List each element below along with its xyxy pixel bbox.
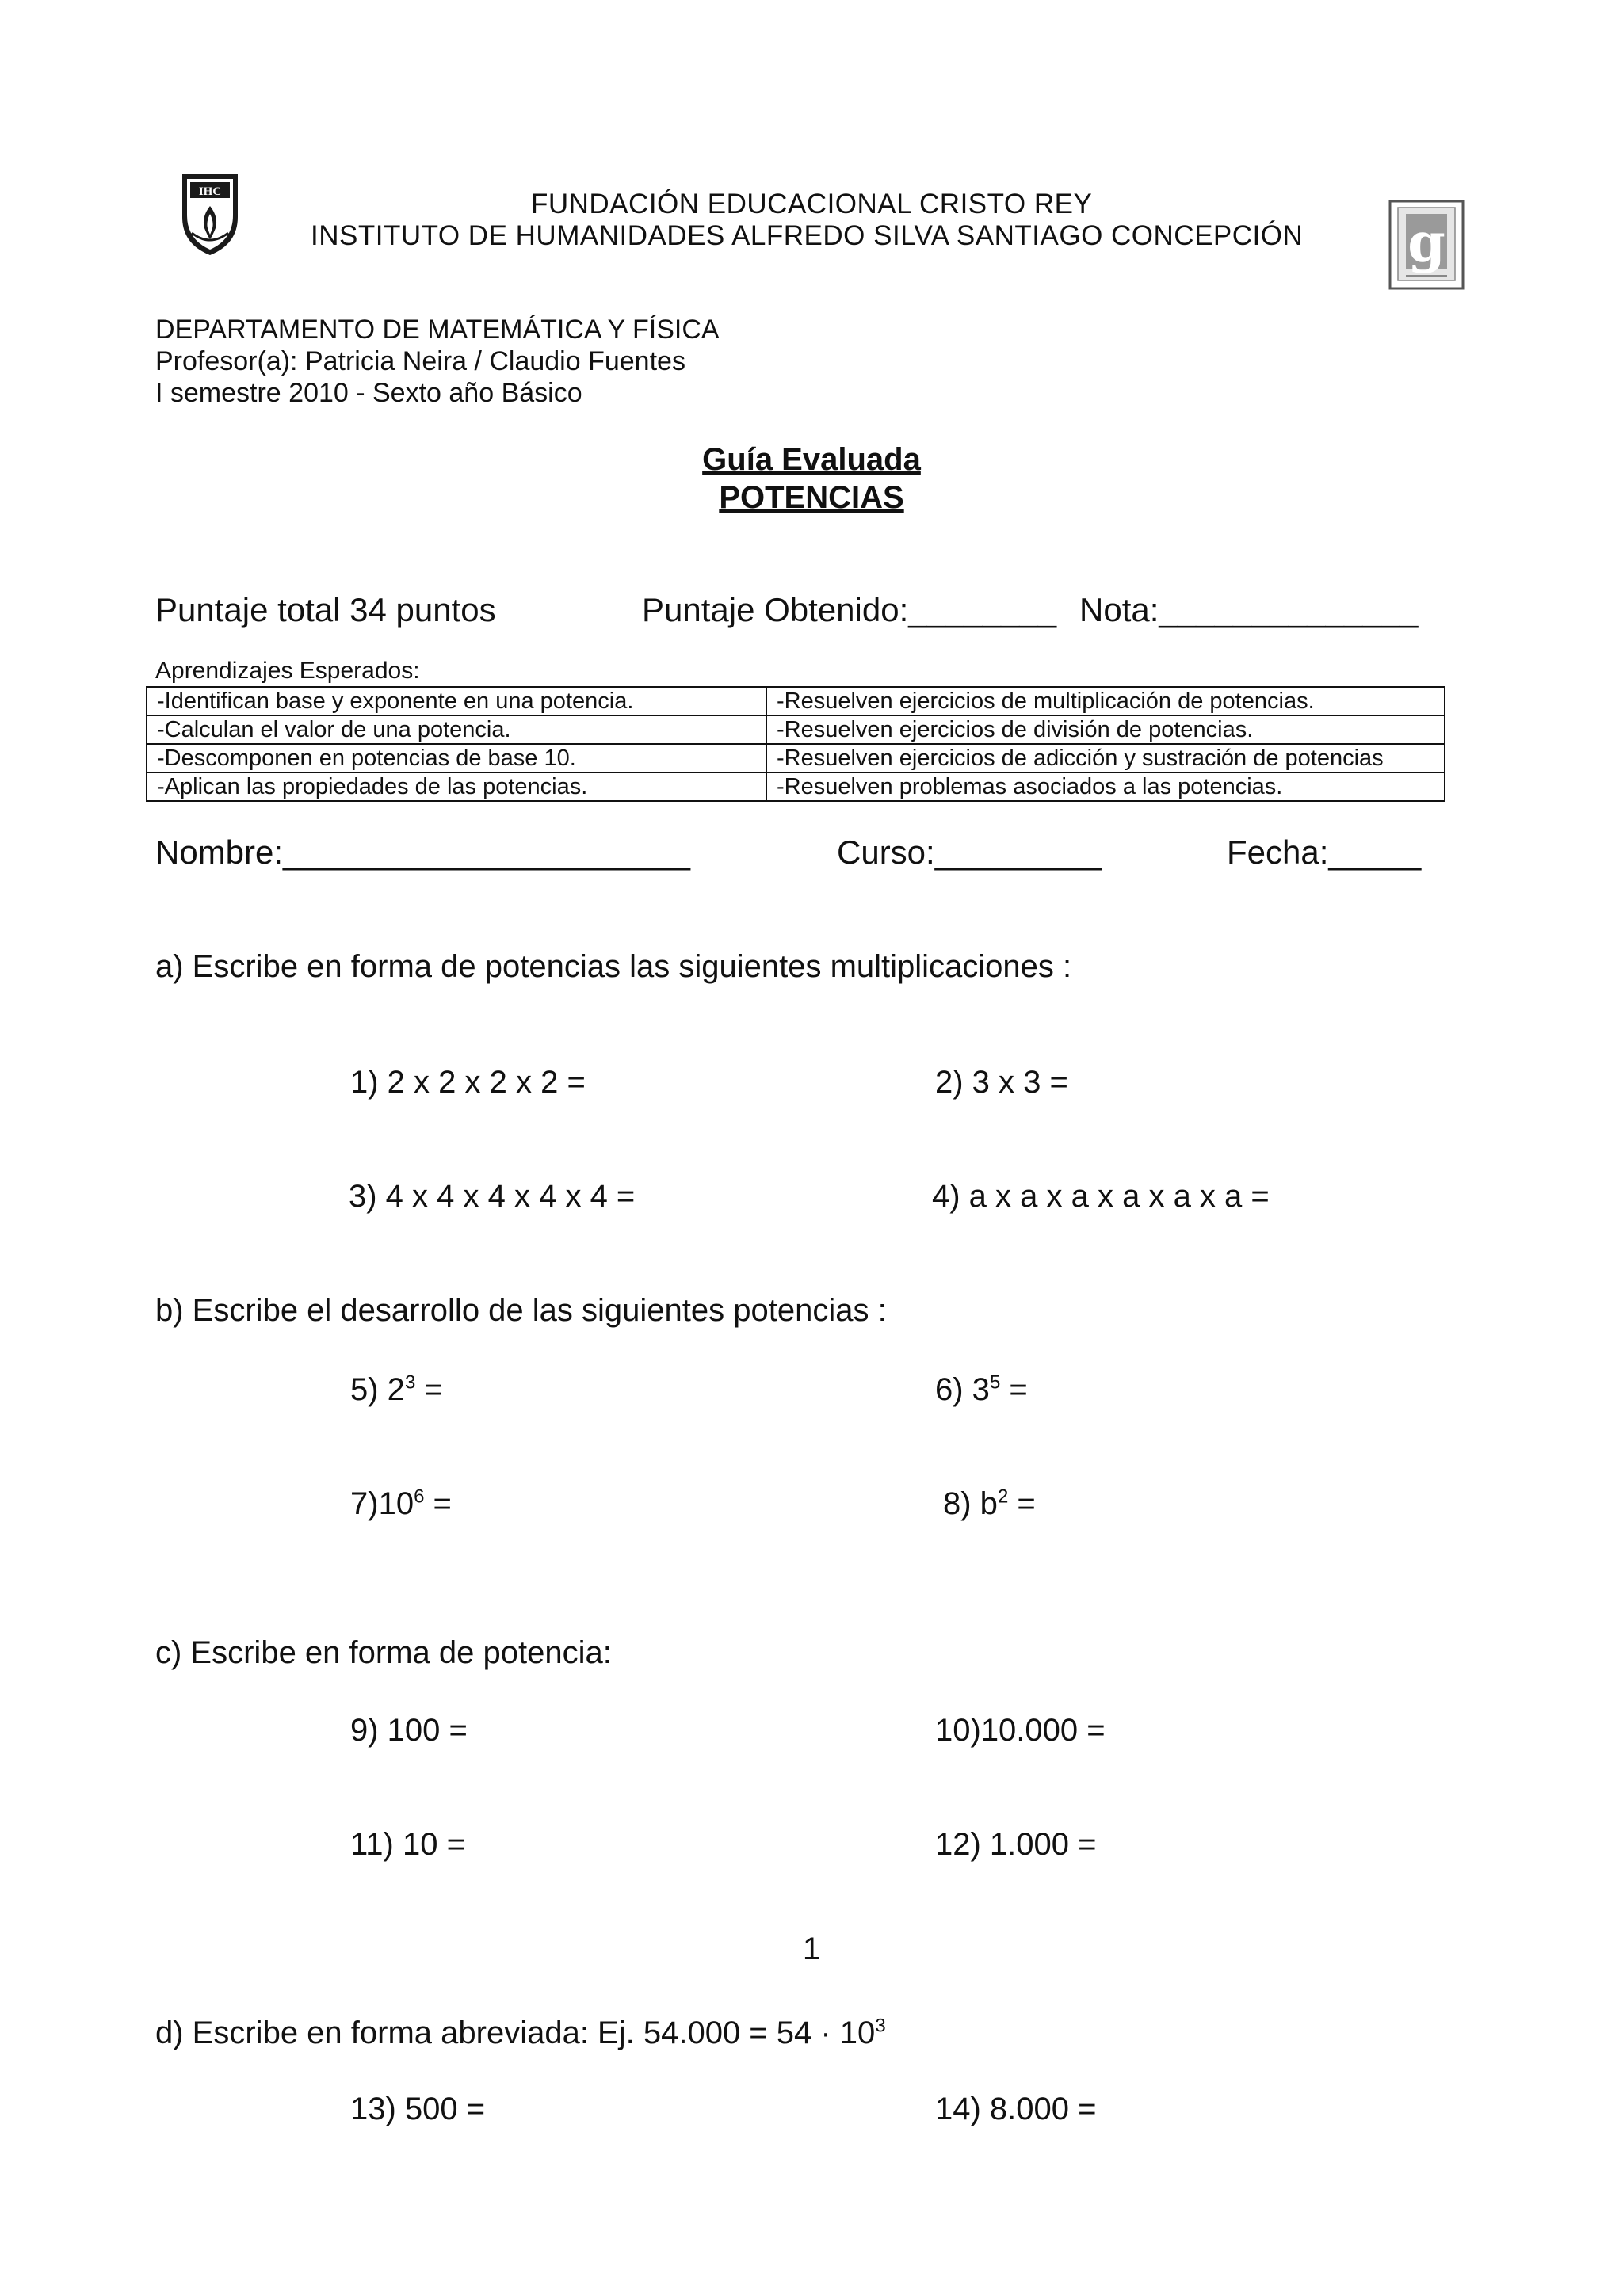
table-cell: -Identifican base y exponente en una potencia. [147, 687, 766, 715]
exercise-8 [943, 1486, 1036, 1522]
seal-letter: g [1407, 212, 1445, 275]
section-d-example-exponent: 3 [875, 2015, 886, 2037]
exercise-8-exponent: 2 [997, 1486, 1009, 1508]
section-b-heading: b) Escribe el desarrollo de las siguientes potencias : [155, 1293, 887, 1328]
exercise-4: 4) a x a x a x a x a x a = [932, 1179, 1270, 1214]
student-name-field: Nombre:______________________ [155, 833, 690, 871]
table-row [147, 744, 1445, 772]
table-cell: -Resuelven ejercicios de división de potencias. [766, 715, 1445, 744]
department-name: DEPARTAMENTO DE MATEMÁTICA Y FÍSICA [155, 315, 720, 345]
quality-seal-logo [1388, 200, 1465, 290]
exercise-14: 14) 8.000 = [935, 2092, 1097, 2126]
table-row [147, 772, 1445, 801]
table-cell: -Resuelven problemas asociados a las potencias. [766, 772, 1445, 801]
page-title [0, 442, 1623, 478]
table-cell: -Calculan el valor de una potencia. [147, 715, 766, 744]
table-row [147, 687, 1445, 715]
exercise-11: 11) 10 = [350, 1827, 465, 1862]
title-text: Guía Evaluada [702, 442, 921, 477]
crest-letters: IHC [198, 185, 222, 198]
exercise-13: 13) 500 = [350, 2092, 486, 2126]
section-a-heading: a) Escribe en forma de potencias las siguientes multiplicaciones : [155, 949, 1072, 984]
course-field: Curso:_________ [837, 833, 1102, 871]
exercise-8-base: 8) b [943, 1486, 998, 1521]
exercise-8-equals: = [1008, 1486, 1036, 1521]
teacher-names: Profesor(a): Patricia Neira / Claudio Fuentes [155, 346, 685, 376]
table-cell: -Resuelven ejercicios de adicción y sustración de potencias [766, 744, 1445, 772]
exercise-7-base: 7)10 [350, 1486, 414, 1521]
exercise-2: 2) 3 x 3 = [935, 1065, 1068, 1100]
exercise-5-exponent: 3 [404, 1371, 416, 1394]
page-number [0, 1932, 1623, 1967]
page-subtitle [0, 480, 1623, 516]
grade-field: Nota:______________ [1079, 591, 1419, 628]
institute-crest-logo [179, 171, 241, 258]
subtitle-text: POTENCIAS [719, 480, 904, 515]
exercise-10: 10)10.000 = [935, 1713, 1106, 1748]
table-row [147, 715, 1445, 744]
learning-outcomes-table [146, 686, 1445, 802]
section-d-heading [155, 2016, 886, 2051]
exercise-9: 9) 100 = [350, 1713, 468, 1748]
institution-subname: INSTITUTO DE HUMANIDADES ALFREDO SILVA SANTIAGO CONCEPCIÓN [311, 220, 1304, 251]
exercise-5-equals: = [415, 1372, 443, 1407]
date-field: Fecha:_____ [1227, 833, 1422, 871]
table-cell: -Aplican las propiedades de las potencias. [147, 772, 766, 801]
section-d-heading-text: d) Escribe en forma abreviada: Ej. 54.000 = 54 · 10 [155, 2016, 876, 2050]
exercise-6-base: 6) 3 [935, 1372, 990, 1407]
learning-outcomes-label: Aprendizajes Esperados: [155, 658, 420, 684]
exercise-5-base: 5) 2 [350, 1372, 405, 1407]
section-c-heading: c) Escribe en forma de potencia: [155, 1635, 612, 1670]
exercise-7-exponent: 6 [414, 1486, 425, 1508]
exercise-3: 3) 4 x 4 x 4 x 4 x 4 = [349, 1179, 636, 1214]
exercise-7 [350, 1486, 452, 1522]
exercise-1: 1) 2 x 2 x 2 x 2 = [350, 1065, 586, 1100]
table-cell: -Resuelven ejercicios de multiplicación de potencias. [766, 687, 1445, 715]
exercise-6 [935, 1372, 1028, 1408]
obtained-score-field: Puntaje Obtenido:________ [642, 591, 1057, 628]
institution-name: FUNDACIÓN EDUCACIONAL CRISTO REY [531, 189, 1093, 219]
exercise-12: 12) 1.000 = [935, 1827, 1097, 1862]
page-number-text: 1 [802, 1932, 821, 1966]
exercise-7-equals: = [424, 1486, 452, 1521]
exercise-6-equals: = [1000, 1372, 1028, 1407]
exercise-6-exponent: 5 [989, 1371, 1001, 1394]
exercise-5 [350, 1372, 443, 1408]
semester-grade: I semestre 2010 - Sexto año Básico [155, 378, 582, 408]
table-cell: -Descomponen en potencias de base 10. [147, 744, 766, 772]
department-info [155, 314, 720, 409]
total-score: Puntaje total 34 puntos [155, 591, 496, 628]
